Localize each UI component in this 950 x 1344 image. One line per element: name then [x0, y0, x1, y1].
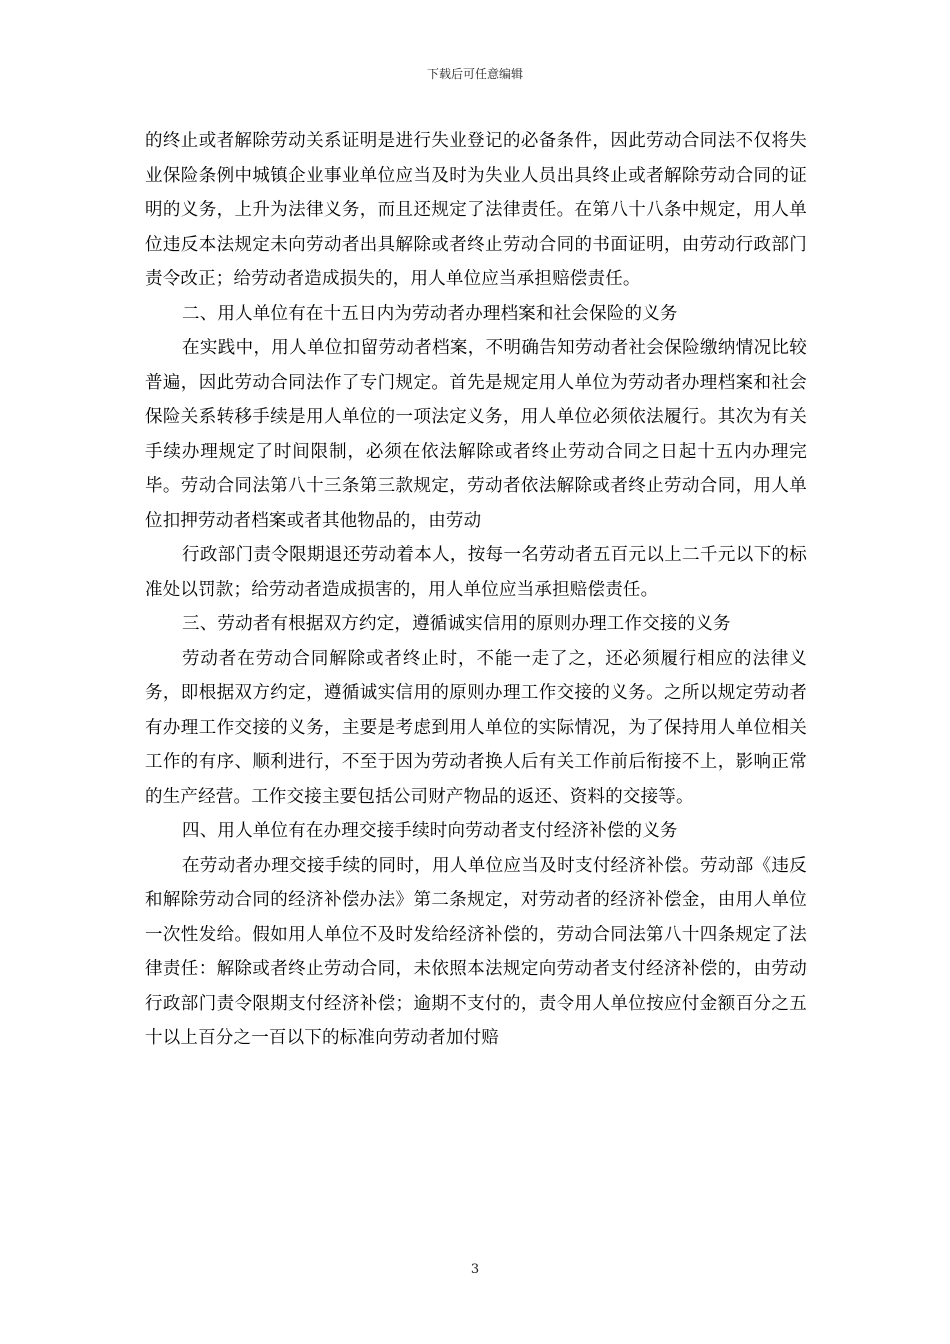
paragraph: 在实践中，用人单位扣留劳动者档案，不明确告知劳动者社会保险缴纳情况比较普遍，因此劳动合同法作了专门规定。首先是规定用人单位为劳动者办理档案和社会保险关系转移手续是用人单位的一项法定义务，用人单位必须依法履行。其次为有关手续办理规定了时间限制，必须在依法解除或者终止劳动合同之日起十五内办理完毕。劳动合同法第八十三条第三款规定，劳动者依法解除或者终止劳动合同，用人单位扣押劳动者档案或者其他物品的，由劳动: [145, 338, 807, 531]
paragraph-continuation: 的终止或者解除劳动关系证明是进行失业登记的必备条件，因此劳动合同法不仅将失业保险条例中城镇企业事业单位应当及时为失业人员出具终止或者解除劳动合同的证明的义务，上升为法律义务，而且还规定了法律责任。在第八十八条中规定，用人单位违反本法规定未向劳动者出具解除或者终止劳动合同的书面证明，由劳动行政部门责令改正；给劳动者造成损失的，用人单位应当承担赔偿责任。: [145, 131, 807, 289]
section-heading-3: 三、劳动者有根据双方约定，遵循诚实信用的原则办理工作交接的义务: [182, 614, 731, 634]
paragraph: 在劳动者办理交接手续的同时，用人单位应当及时支付经济补偿。劳动部《违反和解除劳动合同的经济补偿办法》第二条规定，对劳动者的经济补偿金，由用人单位一次性发给。假如用人单位不及时发给经济补偿的，劳动合同法第八十四条规定了法律责任：解除或者终止劳动合同，未依照本法规定向劳动者支付经济补偿的，由劳动行政部门责令限期支付经济补偿；逾期不支付的，责令用人单位按应付金额百分之五十以上百分之一百以下的标准向劳动者加付赔: [145, 855, 807, 1048]
section-heading-2: 二、用人单位有在十五日内为劳动者办理档案和社会保险的义务: [182, 303, 678, 324]
paragraph: 行政部门责令限期退还劳动着本人，按每一名劳动者五百元以上二千元以下的标准处以罚款；给劳动者造成损害的，用人单位应当承担赔偿责任。: [145, 545, 807, 600]
paragraph: 劳动者在劳动合同解除或者终止时，不能一走了之，还必须履行相应的法律义务，即根据双方约定，遵循诚实信用的原则办理工作交接的义务。之所以规定劳动者有办理工作交接的义务，主要是考虑到用人单位的实际情况，为了保持用人单位相关工作的有序、顺利进行，不至于因为劳动者换人后有关工作前后衔接不上，影响正常的生产经营。工作交接主要包括公司财产物品的返还、资料的交接等。: [145, 648, 807, 807]
section-heading-4: 四、用人单位有在办理交接手续时向劳动者支付经济补偿的义务: [182, 821, 678, 841]
page-header: 下载后可任意编辑: [426, 67, 523, 81]
document-body: [145, 124, 807, 1056]
page-number: 3: [470, 1262, 480, 1277]
